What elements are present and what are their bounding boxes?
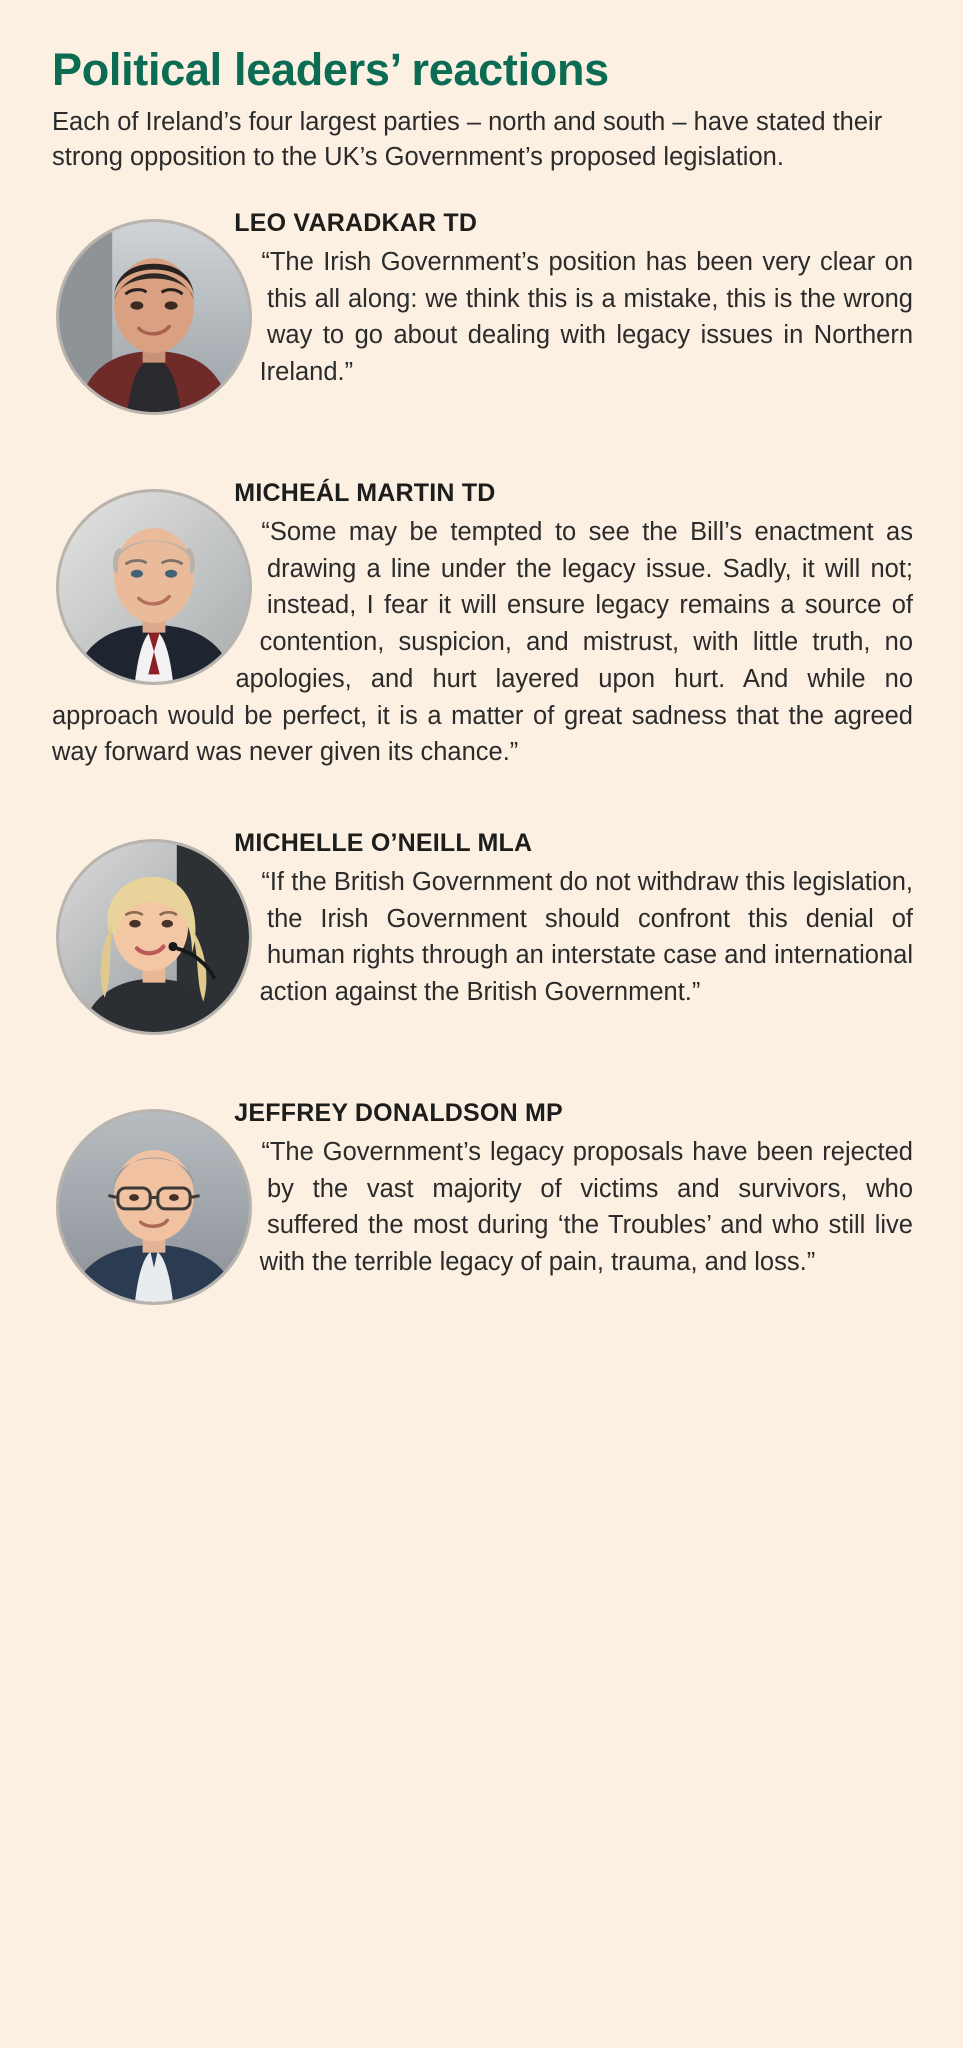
quote-author-name: LEO VARADKAR TD (234, 208, 478, 237)
standfirst-text: Each of Ireland’s four largest parties – north and south – have stated their strong opposition to the UK’s Government’s proposed legislation. (52, 107, 883, 171)
portrait-leo-varadkar (56, 219, 252, 415)
quote-text: “The Government’s legacy proposals have been rejected by the vast majority of victims and survivors, who suffered the most during ‘the Troubles’ and who still live with the terrible legacy of pain, trauma, and loss.” (259, 1138, 913, 1277)
quote-text: “Some may be tempted to see the Bill’s enactment as drawing a line under the legacy issue. Sadly, it will not; instead, I fear it will ensure legacy remains a source of contention, suspicion, and mistrust, with little truth, no apologies, and hurt layered upon hurt. And while no approach would be perfect, it is a matter of great sadness that the agreed way forward was never given its chance.” (52, 517, 913, 767)
quote-author-name: MICHELLE O’NEILL MLA (234, 829, 533, 857)
quote-block (52, 1099, 913, 1311)
page-title: Political leaders’ reactions (52, 44, 609, 95)
portrait-micheal-martin (56, 489, 252, 685)
portrait-michelle-oneill (56, 839, 252, 1035)
portrait-jeffrey-donaldson (56, 1109, 252, 1305)
quote-block (52, 209, 913, 421)
quote-text: “If the British Government do not withdraw this legislation, the Irish Government should confront this denial of human rights through an interstate case and international action against the British Government.” (259, 868, 913, 1007)
quote-author-name: MICHEÁL MARTIN TD (234, 478, 496, 507)
quote-block (52, 479, 913, 771)
quote-block (52, 829, 913, 1041)
quote-text: “The Irish Government’s position has been very clear on this all along: we think this is a mistake, this is the wrong way to go about dealing with legacy issues in Northern Ireland.” (259, 247, 913, 387)
quote-author-name: JEFFREY DONALDSON MP (234, 1099, 563, 1127)
